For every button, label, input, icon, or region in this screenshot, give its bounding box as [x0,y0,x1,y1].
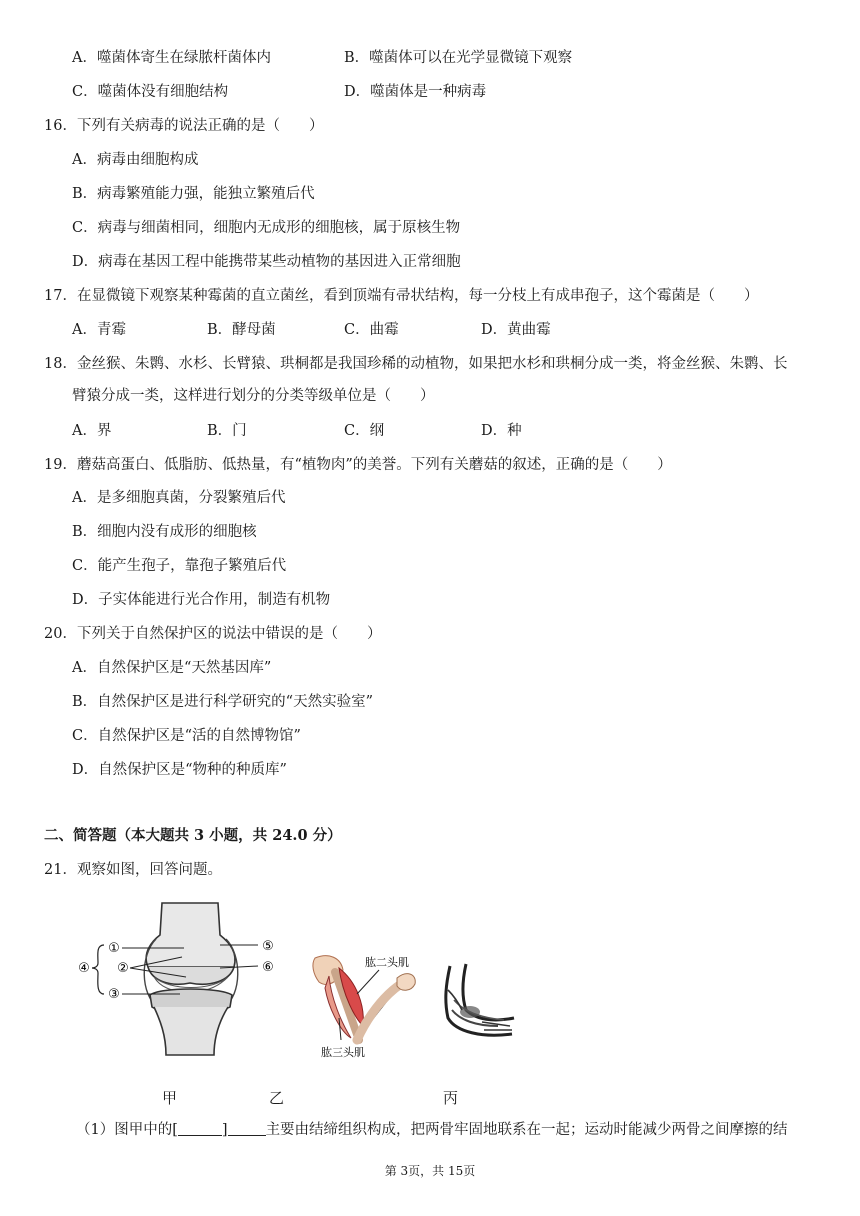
biceps-label: 肱二头肌 [365,956,409,969]
label-4: ④ [78,961,90,976]
q18-stem-line1: 18．金丝猴、朱鹮、水杉、长臂猿、珙桐都是我国珍稀的动植物，如果把水杉和珙桐分成一类，将金丝猴、朱鹮、长 [44,356,788,372]
q21-sub1-suffix: 主要由结缔组织构成，把两骨牢固地联系在一起；运动时能减少两骨之间摩擦的结 [265,1122,788,1138]
figure-label-jia: 甲 [162,1089,178,1107]
q19-option-c: C．能产生孢子，靠孢子繁殖后代 [72,558,287,574]
q20-option-d: D．自然保护区是“物种的种质库” [72,762,287,778]
q16-option-b: B．病毒繁殖能力强，能独立繁殖后代 [72,186,315,202]
q19-option-b: B．细胞内没有成形的细胞核 [72,524,257,540]
q18-option-b: B．门 [207,423,247,439]
q18-stem-line2: 臂猿分成一类，这样进行划分的分类等级单位是（ ） [72,388,435,404]
label-2: ② [117,961,129,976]
q16-option-c: C．病毒与细菌相同，细胞内无成形的细胞核，属于原核生物 [72,220,461,236]
q21-sub1-prefix: （1）图甲中的[ [76,1122,178,1138]
q17-option-a: A．青霉 [72,322,126,338]
q15-option-c: C．噬菌体没有细胞结构 [72,84,229,100]
arm-muscle-figure [305,948,425,1063]
q20-option-b: B．自然保护区是进行科学研究的“天然实验室” [72,694,373,710]
q19-stem: 19．蘑菇高蛋白、低脂肪、低热量，有“植物肉”的美誉。下列有关蘑菇的叙述，正确的是（ ） [44,457,672,473]
bent-arm-figure [432,960,522,1050]
q17-stem: 17．在显微镜下观察某种霉菌的直立菌丝，看到顶端有帚状结构，每一分枝上有成串孢子，这个霉菌是（ ） [44,288,759,304]
q19-option-d: D．子实体能进行光合作用，制造有机物 [72,592,331,608]
q15-option-a: A．噬菌体寄生在绿脓杆菌体内 [72,50,271,66]
label-5: ⑤ [262,939,274,954]
triceps-label: 肱三头肌 [321,1046,365,1059]
q17-option-b: B．酵母菌 [207,322,276,338]
q17-option-d: D．黄曲霉 [481,322,551,338]
q20-option-c: C．自然保护区是“活的自然博物馆” [72,728,301,744]
q15-option-b: B．噬菌体可以在光学显微镜下观察 [344,50,573,66]
q19-option-a: A．是多细胞真菌，分裂繁殖后代 [72,490,286,506]
knee-joint-figure [70,895,290,1065]
q17-option-c: C．曲霉 [344,322,399,338]
label-1: ① [108,941,120,956]
section-title: 二、简答题（本大题共 3 小题，共 24.0 分） [44,827,342,844]
page-footer: 第 3页，共 15页 [384,1164,476,1178]
q21-sub1-mid: ] [221,1122,228,1138]
label-3: ③ [108,987,120,1002]
q21-stem: 21．观察如图，回答问题。 [44,862,222,878]
q18-option-a: A．界 [72,423,112,439]
q20-stem: 20．下列关于自然保护区的说法中错误的是（ ） [44,626,382,642]
q18-option-d: D．种 [481,423,522,439]
q21-sub1 [76,1120,788,1140]
q18-option-c: C．纲 [344,423,385,439]
figure-label-bing: 丙 [443,1089,459,1107]
q20-option-a: A．自然保护区是“天然基因库” [72,660,272,676]
answer-blank-number[interactable] [178,1121,222,1136]
q16-option-a: A．病毒由细胞构成 [72,152,199,168]
q16-option-d: D．病毒在基因工程中能携带某些动植物的基因进入正常细胞 [72,254,461,270]
label-6: ⑥ [262,960,274,975]
q15-option-d: D．噬菌体是一种病毒 [344,84,487,100]
figure-label-yi: 乙 [269,1089,285,1107]
answer-blank-name[interactable] [228,1121,266,1136]
q16-stem: 16．下列有关病毒的说法正确的是（ ） [44,118,324,134]
